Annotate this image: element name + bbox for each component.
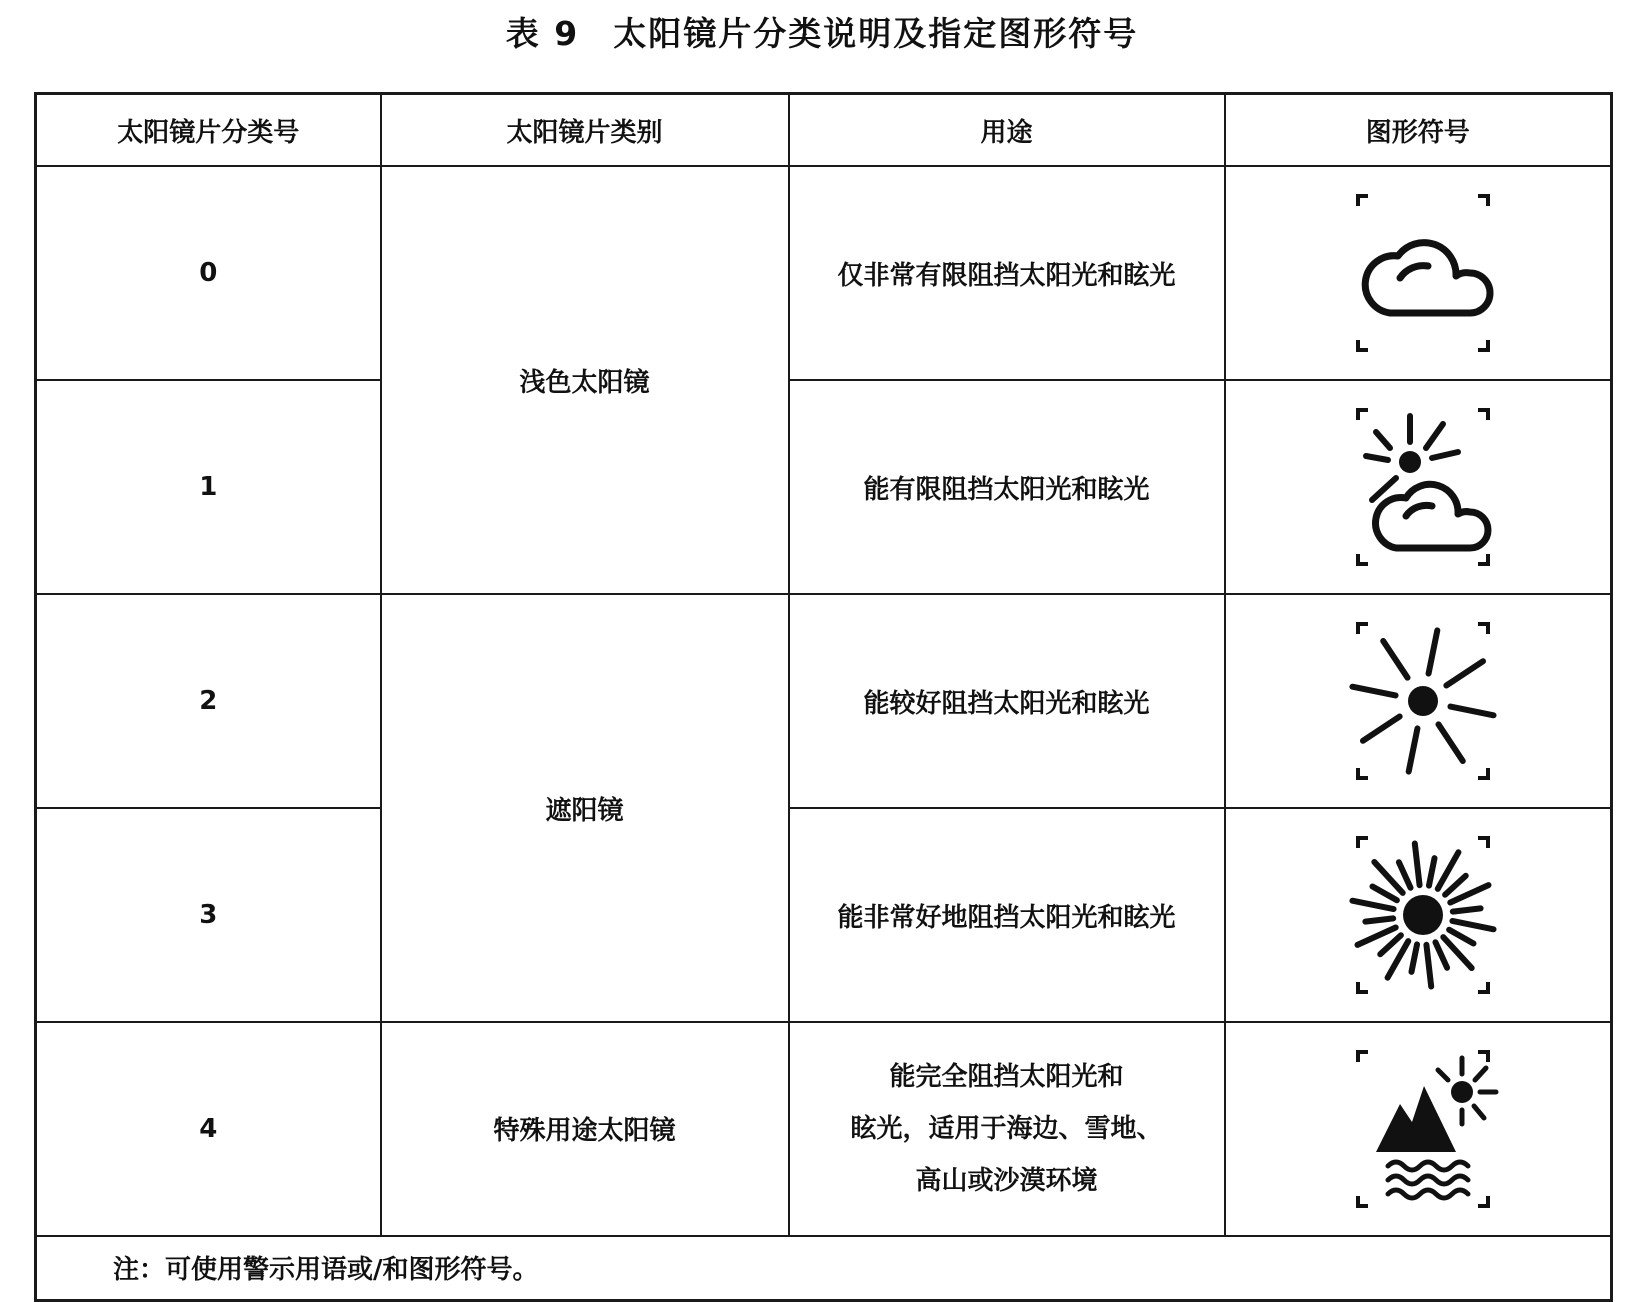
sun-behind-cloud-icon: [1328, 402, 1508, 572]
symbol-cell: [1225, 380, 1612, 594]
usage-cell: 能较好阻挡太阳光和眩光: [789, 594, 1225, 808]
sun-mountain-water-icon: [1328, 1044, 1508, 1214]
sunglass-classification-table: [34, 92, 1613, 1302]
category-cell: 特殊用途太阳镜: [381, 1022, 789, 1236]
table-row: [36, 380, 1612, 594]
sun-ray: [1438, 724, 1462, 761]
class-no-cell: 3: [36, 808, 381, 1022]
table-row: [36, 166, 1612, 380]
sun-ray: [1446, 661, 1483, 685]
table-note: 注：可使用警示用语或/和图形符号。: [36, 1236, 1612, 1301]
table-row: [36, 594, 1612, 808]
category-cell: 遮阳镜: [381, 594, 789, 1022]
sun-ray: [1426, 945, 1431, 987]
usage-cell: 能非常好地阻挡太阳光和眩光: [789, 808, 1225, 1022]
sun-ray: [1399, 862, 1411, 887]
class-no-cell: 4: [36, 1022, 381, 1236]
usage-cell: 能有限阻挡太阳光和眩光: [789, 380, 1225, 594]
class-no-cell: 1: [36, 380, 381, 594]
sun-ray: [1428, 631, 1437, 674]
usage-line: 高山或沙漠环境: [915, 1165, 1098, 1196]
usage-line: 眩光，适用于海边、雪地、: [850, 1113, 1163, 1144]
sun-ray: [1453, 908, 1481, 911]
sun-icon: [1328, 616, 1508, 786]
header-class-no: 太阳镜片分类号: [36, 94, 381, 167]
symbol-cell: [1225, 1022, 1612, 1236]
note-row: [36, 1236, 1612, 1301]
category-cell: 浅色太阳镜: [381, 166, 789, 594]
cloud-icon: [1328, 188, 1508, 358]
symbol-cell: [1225, 594, 1612, 808]
sun-ray: [1445, 876, 1466, 895]
table-row: [36, 1022, 1612, 1236]
bright-sun-icon: [1328, 830, 1508, 1000]
sun-ray: [1452, 921, 1493, 929]
sun-ray: [1380, 935, 1401, 954]
sun-ray: [1383, 641, 1407, 678]
header-row: [36, 94, 1612, 167]
usage-cell: [789, 1022, 1225, 1236]
table-title: [0, 8, 1644, 55]
sun-ray: [1450, 707, 1493, 716]
header-symbol: 图形符号: [1225, 94, 1612, 167]
sun-ray: [1435, 942, 1447, 967]
header-usage: 用途: [789, 94, 1225, 167]
sun-ray: [1415, 843, 1420, 885]
sun-ray: [1363, 717, 1400, 741]
table-row: [36, 808, 1612, 1022]
symbol-cell: [1225, 166, 1612, 380]
sun-ray: [1365, 918, 1393, 921]
sun-ray: [1352, 687, 1395, 696]
usage-cell: 仅非常有限阻挡太阳光和眩光: [789, 166, 1225, 380]
table-number: 表 9: [505, 14, 580, 53]
sun-ray: [1352, 901, 1393, 909]
sun-ray: [1449, 930, 1473, 944]
table-caption: 太阳镜片分类说明及指定图形符号: [613, 14, 1139, 53]
header-category: 太阳镜片类别: [381, 94, 789, 167]
usage-line: 能完全阻挡太阳光和: [889, 1061, 1124, 1092]
class-no-cell: 2: [36, 594, 381, 808]
sun-ray: [1372, 886, 1396, 900]
class-no-cell: 0: [36, 166, 381, 380]
sun-ray: [1411, 944, 1417, 971]
sun-ray: [1429, 858, 1435, 885]
sun-ray: [1408, 729, 1417, 772]
symbol-cell: [1225, 808, 1612, 1022]
